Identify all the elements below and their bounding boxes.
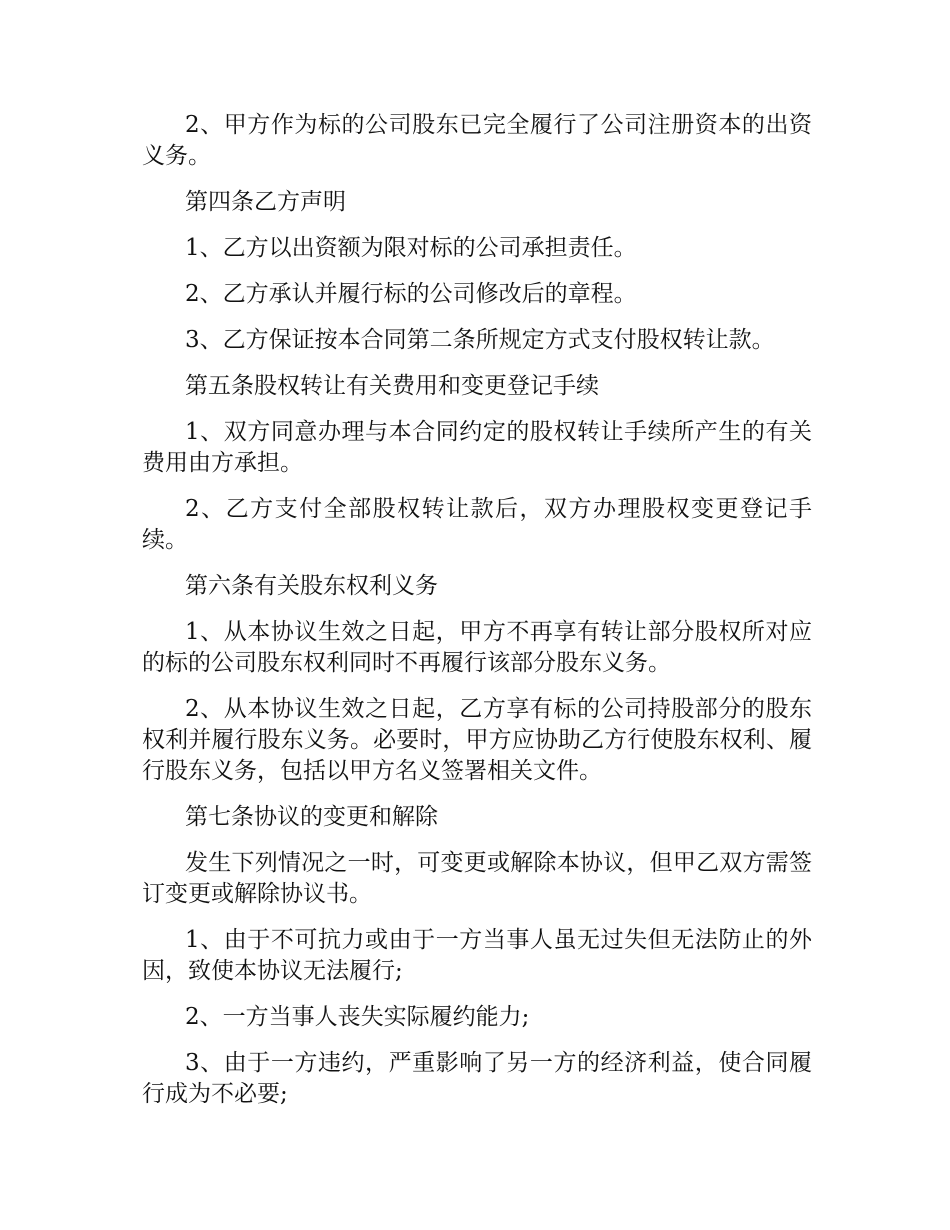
document-body: [142, 110, 812, 1125]
heading-article-5: 第五条股权转让有关费用和变更登记手续: [185, 373, 599, 399]
paragraph-article-5-item-2: 2、乙方支付全部股权转让款后，双方办理股权变更登记手续。: [142, 496, 812, 553]
paragraph-article-7-item-1: 1、由于不可抗力或由于一方当事人虽无过失但无法防止的外因，致使本协议无法履行;: [142, 927, 812, 984]
paragraph-article-4-item-3: 3、乙方保证按本合同第二条所规定方式支付股权转让款。: [185, 327, 775, 353]
paragraph-article-7-intro: 发生下列情况之一时，可变更或解除本协议，但甲乙双方需签订变更或解除协议书。: [142, 850, 812, 907]
paragraph-clause-2-contribution: 2、甲方作为标的公司股东已完全履行了公司注册资本的出资义务。: [142, 112, 812, 169]
heading-article-6: 第六条有关股东权利义务: [185, 573, 438, 599]
paragraph-article-7-item-3: 3、由于一方违约，严重影响了另一方的经济利益，使合同履行成为不必要;: [142, 1050, 812, 1107]
paragraph-article-4-item-2: 2、乙方承认并履行标的公司修改后的章程。: [185, 281, 637, 307]
paragraph-article-4-item-1: 1、乙方以出资额为限对标的公司承担责任。: [185, 235, 637, 261]
paragraph-article-6-item-1: 1、从本协议生效之日起，甲方不再享有转让部分股权所对应的标的公司股东权利同时不再履行该部分股东义务。: [142, 619, 812, 676]
heading-article-4: 第四条乙方声明: [185, 189, 346, 215]
heading-article-7: 第七条协议的变更和解除: [185, 804, 438, 830]
paragraph-article-5-item-1: 1、双方同意办理与本合同约定的股权转让手续所产生的有关费用由方承担。: [142, 419, 812, 476]
paragraph-article-6-item-2: 2、从本协议生效之日起，乙方享有标的公司持股部分的股东权利并履行股东义务。必要时，甲方应协助乙方行使股东权利、履行股东义务，包括以甲方名义签署相关文件。: [142, 696, 812, 784]
paragraph-article-7-item-2: 2、一方当事人丧失实际履约能力;: [185, 1004, 530, 1030]
